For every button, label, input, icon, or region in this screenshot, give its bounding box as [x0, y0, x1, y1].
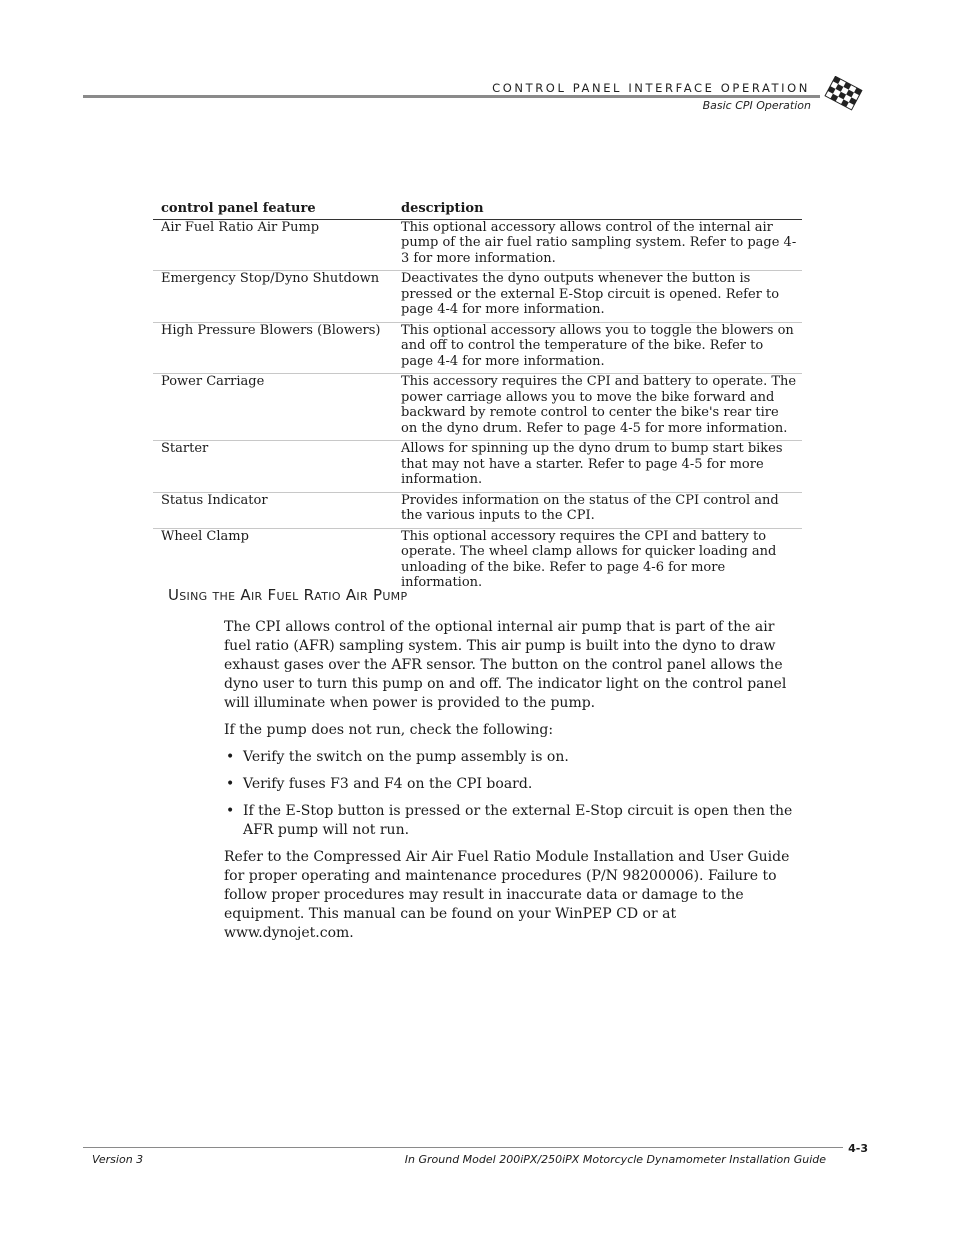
feature-cell: Starter: [153, 441, 393, 493]
body-paragraph: If the pump does not run, check the following:: [224, 722, 554, 738]
list-item: • Verify the switch on the pump assembly is on.: [224, 748, 804, 767]
feature-cell: Emergency Stop/Dyno Shutdown: [153, 271, 393, 323]
feature-cell: High Pressure Blowers (Blowers): [153, 322, 393, 374]
feature-cell: Air Fuel Ratio Air Pump: [153, 219, 393, 271]
control-panel-feature-table: [153, 199, 802, 595]
feature-cell: Wheel Clamp: [161, 528, 249, 544]
table-row: [153, 374, 802, 441]
footer-guide-title: In Ground Model 200iPX/250iPX Motorcycle Dynamometer Installation Guide: [404, 1153, 826, 1166]
description-cell: Provides information on the status of the CPI control and the various inputs to the CPI.: [393, 492, 802, 528]
column-header-feature: control panel feature: [153, 199, 393, 219]
checkered-flag-icon: [822, 76, 864, 112]
table-row: [153, 528, 802, 595]
list-item: • If the E-Stop button is pressed or the external E-Stop circuit is open then the AFR pump will not run.: [224, 802, 804, 840]
description-cell: This optional accessory allows you to toggle the blowers on and off to control the temperature of the bike. Refer to page 4-4 for more information.: [393, 322, 802, 374]
list-item: • Verify fuses F3 and F4 on the CPI board.: [224, 775, 804, 794]
feature-cell: Power Carriage: [153, 374, 393, 441]
header-rule: [83, 95, 820, 98]
description-cell: This optional accessory allows control of the internal air pump of the air fuel ratio sampling system. Refer to page 4-3 for more information.: [393, 219, 802, 271]
table-row: [153, 219, 802, 271]
section-heading: Using the Air Fuel Ratio Air Pump: [168, 586, 408, 604]
description-cell: This accessory requires the CPI and battery to operate. The power carriage allows you to move the bike forward and backward by remote control to center the bike's rear tire on the dyno drum. Refer to page 4-5 for more information.: [393, 374, 802, 441]
table-header-row: [153, 199, 802, 219]
table-row: [153, 441, 802, 493]
running-header-title: CONTROL PANEL INTERFACE OPERATION: [492, 81, 810, 95]
footer-rule: [83, 1147, 843, 1148]
feature-cell: Status Indicator: [153, 492, 393, 528]
description-cell: Deactivates the dyno outputs whenever the button is pressed or the external E-Stop circuit is opened. Refer to page 4-4 for more information.: [393, 271, 802, 323]
body-paragraph: Refer to the Compressed Air Air Fuel Ratio Module Installation and User Guide for proper operating and maintenance procedures (P/N 98200006). Failure to follow proper procedures may result in inaccurate data or damage to the equipment. This manual can be found on your WinPEP CD or at www.dynojet.com.: [224, 849, 790, 941]
table-row: [153, 271, 802, 323]
table-row: [153, 322, 802, 374]
description-cell: This optional accessory requires the CPI and battery to operate. The wheel clamp allows for quicker loading and unloading of the bike. Refer to page 4-6 for more information.: [401, 528, 777, 590]
table-row: [153, 492, 802, 528]
description-cell: Allows for spinning up the dyno drum to bump start bikes that may not have a starter. Refer to page 4-5 for more information.: [393, 441, 802, 493]
column-header-description: description: [393, 199, 802, 219]
body-paragraph: The CPI allows control of the optional internal air pump that is part of the air fuel ratio (AFR) sampling system. This air pump is built into the dyno to draw exhaust gases over the AFR sensor. The button on the control panel allows the dyno user to turn this pump on and off. The indicator light on the control panel will illuminate when power is provided to the pump.: [224, 619, 787, 711]
running-header-subtitle: Basic CPI Operation: [702, 99, 811, 112]
page-number: 4-3: [848, 1142, 868, 1155]
check-list: [224, 748, 804, 840]
footer-version: Version 3: [92, 1153, 144, 1166]
section-body: [224, 618, 804, 951]
